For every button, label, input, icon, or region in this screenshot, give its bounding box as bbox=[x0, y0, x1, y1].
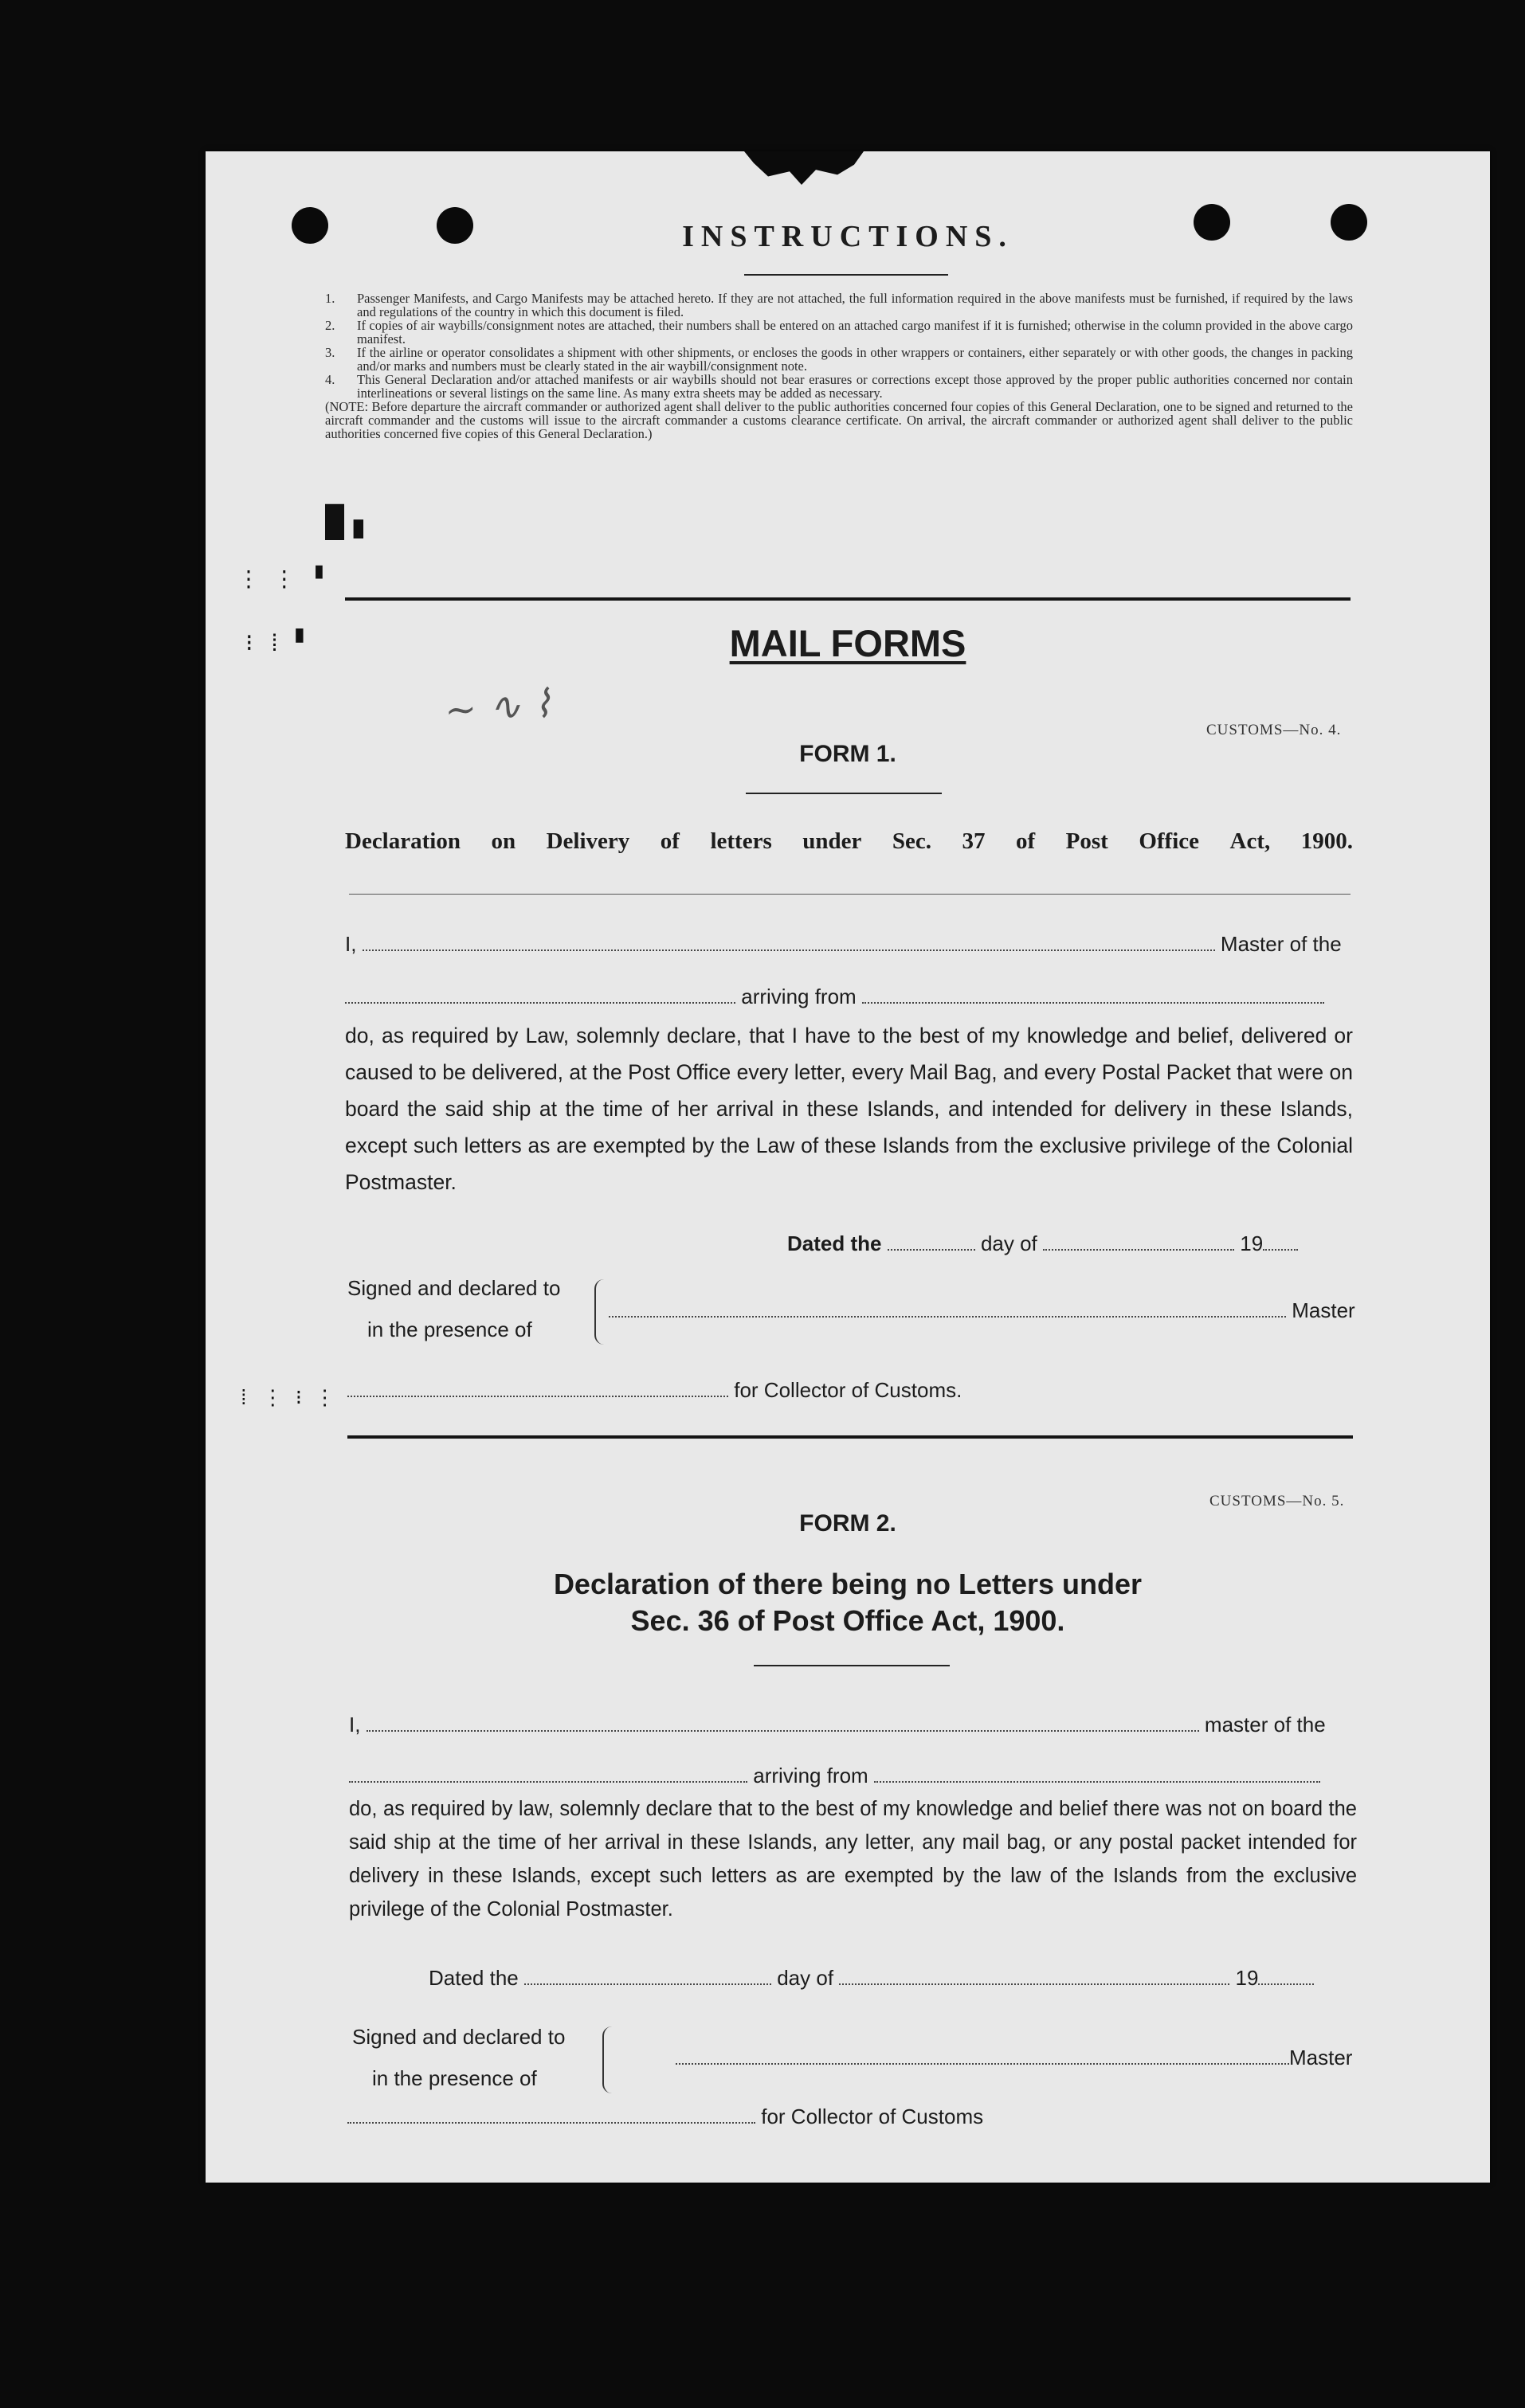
form1-rule bbox=[349, 894, 1351, 895]
stamp-mark: ⋮ ⋮ ▝ bbox=[237, 569, 323, 593]
torn-edge bbox=[744, 151, 864, 185]
section-divider bbox=[345, 597, 1351, 601]
instruction-note: (NOTE: Before departure the aircraft commander or authorized agent shall deliver to the public authorities concerned four copies of this General Declaration, one to be signed and returned to the aircraft commander and the customs will issue to the aircraft commander a customs clearance certificate. On arrival, the aircraft commander or authorized agent shall deliver to the public authorities concerned five copies of this General Declaration.) bbox=[325, 399, 1353, 441]
instruction-item: 2. If copies of air waybills/consignment notes are attached, their numbers shall be entered on an attached cargo manifest if it is furnished; otherwise in the column provided in the above cargo manifest. bbox=[325, 318, 1353, 347]
form2-arriving-line: arriving from bbox=[349, 1764, 1320, 1788]
title-rule bbox=[744, 274, 948, 276]
form1-day-field[interactable] bbox=[888, 1233, 975, 1251]
instruction-item: 3. If the airline or operator consolidates a shipment with other shipments, or encloses the goods in other wrappers or containers, either separately or with other goods, the changes in packing and/or marks and numbers must be clearly stated in the air waybill/consignment note. bbox=[325, 345, 1353, 374]
form2-title-rule bbox=[754, 1665, 950, 1666]
form2-collector-line: for Collector of Customs bbox=[347, 2105, 983, 2129]
form2-year-field[interactable] bbox=[1258, 1968, 1314, 1985]
handwriting-mark: ~ ∿ ⌇ bbox=[443, 681, 554, 734]
form2-origin-field[interactable] bbox=[874, 1765, 1320, 1783]
form1-name-line: I, Master of the bbox=[345, 932, 1342, 956]
form2-signed-label-2: in the presence of bbox=[372, 2066, 537, 2090]
form1-master-line: Master bbox=[609, 1298, 1355, 1323]
form1-name-field[interactable] bbox=[363, 934, 1215, 951]
form2-month-field[interactable] bbox=[839, 1968, 1229, 1985]
form2-name-line: I, master of the bbox=[349, 1713, 1326, 1737]
form2-declaration-line-2: Sec. 36 of Post Office Act, 1900. bbox=[630, 1604, 1065, 1637]
form1-body: do, as required by Law, solemnly declare, that I have to the best of my knowledge and belief, delivered or caused to be delivered, at the Post Office every letter, every Mail Bag, and every Postal Packet that were on board the said ship at the time of her arrival in these Islands, and intended for delivery in these Islands, except such letters as are exempted by the Law of these Islands from the exclusive privilege of the Colonial Postmaster. bbox=[345, 1024, 1353, 1194]
form2-signed-label-1: Signed and declared to bbox=[352, 2025, 566, 2049]
instruction-item: 4. This General Declaration and/or attached manifests or air waybills should not bear erasures or corrections except those approved by the proper public authorities concerned nor contain interlineations or several listings on the same line. As many extra sheets may be added as necessary. bbox=[325, 372, 1353, 401]
form2-collector-field[interactable] bbox=[347, 2106, 755, 2124]
form1-origin-field[interactable] bbox=[862, 986, 1324, 1004]
instruction-item: 1. Passenger Manifests, and Cargo Manifests may be attached hereto. If they are not attached, the full information required in the above manifests must be furnished, if required by the laws and regulations of the country in which this document is filed. bbox=[325, 291, 1353, 319]
document-page bbox=[206, 151, 1490, 2183]
form2-customs-ref: CUSTOMS—No. 5. bbox=[1209, 1493, 1345, 1509]
stamp-mark: ▐▌▖ bbox=[316, 505, 374, 541]
form2-brace bbox=[602, 2026, 615, 2093]
form1-declaration: Declaration on Delivery of letters under Sec. 37 of Post Office Act, 1900. bbox=[345, 828, 1353, 854]
form1-customs-ref: CUSTOMS—No. 4. bbox=[1206, 722, 1342, 738]
form1-brace bbox=[594, 1279, 607, 1345]
form-divider bbox=[347, 1435, 1353, 1439]
form1-signed-label-2: in the presence of bbox=[367, 1318, 532, 1341]
form2-day-field[interactable] bbox=[524, 1968, 771, 1985]
stamp-mark: ⁞ ⋮ ⁝ ⋮ bbox=[237, 1387, 335, 1411]
form2-ship-field[interactable] bbox=[349, 1765, 747, 1783]
form2-body: do, as required by law, solemnly declare that to the best of my knowledge and belief there was not on board the said ship at the time of her arrival in these Islands, any letter, any mail bag, or any postal packet intended for delivery in these Islands, except such letters as are exempted by the law of the Islands from the exclusive privilege of the Colonial Postmaster. bbox=[349, 1798, 1357, 1921]
form1-month-field[interactable] bbox=[1043, 1233, 1234, 1251]
form1-ship-field[interactable] bbox=[345, 986, 735, 1004]
form1-signed-label-1: Signed and declared to bbox=[347, 1276, 561, 1300]
form1-title: FORM 1. bbox=[799, 741, 896, 767]
form1-date-line: Dated the day of 19 bbox=[787, 1231, 1298, 1256]
form1-title-rule bbox=[746, 793, 942, 794]
stamp-mark: ⁝ ⁞ ▘ bbox=[245, 632, 311, 659]
form2-master-line: Master bbox=[676, 2046, 1352, 2070]
form1-collector-line: for Collector of Customs. bbox=[347, 1378, 962, 1403]
instructions-list bbox=[325, 292, 1353, 440]
form1-collector-field[interactable] bbox=[347, 1380, 728, 1397]
mail-forms-title: MAIL FORMS bbox=[729, 622, 966, 664]
form2-master-field[interactable] bbox=[676, 2047, 1289, 2065]
form2-declaration-line-1: Declaration of there being no Letters under bbox=[553, 1568, 1143, 1600]
form2-name-field[interactable] bbox=[367, 1714, 1199, 1732]
form1-year-field[interactable] bbox=[1263, 1233, 1298, 1251]
form2-title: FORM 2. bbox=[799, 1510, 896, 1537]
instructions-title: INSTRUCTIONS. bbox=[682, 220, 1013, 253]
form1-master-field[interactable] bbox=[609, 1300, 1286, 1318]
form1-arriving-line: arriving from bbox=[345, 985, 1324, 1009]
form2-date-line: Dated the day of 19 bbox=[429, 1966, 1314, 1991]
